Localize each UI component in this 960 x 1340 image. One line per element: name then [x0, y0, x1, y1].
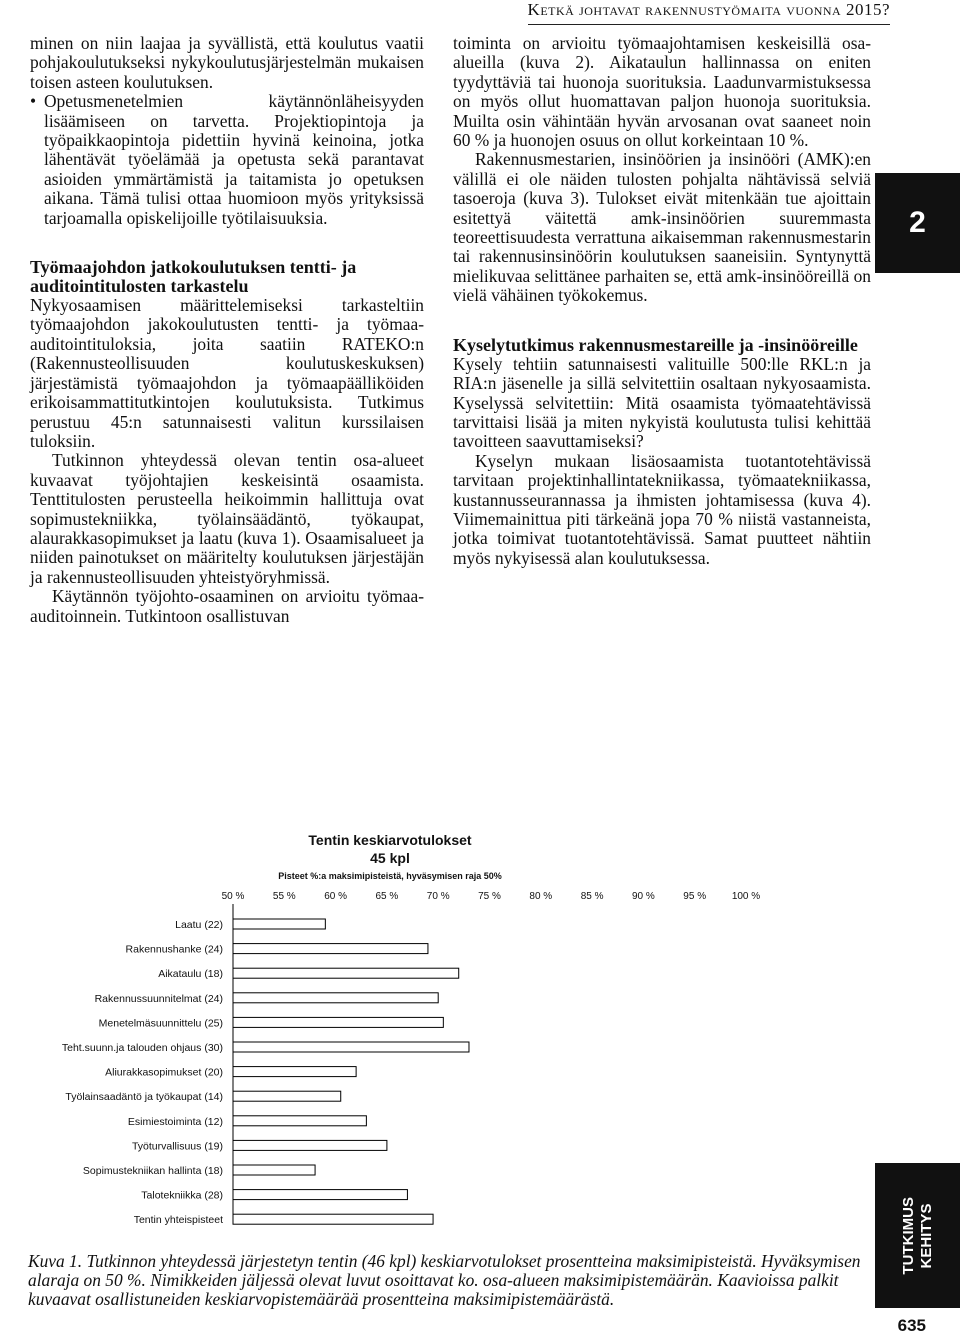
- x-tick-label: 85 %: [580, 891, 604, 902]
- x-tick-label: 80 %: [529, 891, 553, 902]
- bar: [233, 968, 459, 978]
- bar: [233, 1017, 443, 1027]
- bullet-list: [30, 34, 424, 228]
- bar: [233, 993, 438, 1003]
- bullet-continuation: minen on niin laajaa ja syvällistä, että koulutus vaatii pohjakoulutukseksi nykykoulutusjärjestelmän mukaisen toisen asteen koulutuksen.: [30, 33, 424, 92]
- category-label: Talotekniikka (28): [141, 1189, 223, 1202]
- x-tick-label: 95 %: [683, 891, 707, 902]
- bar: [233, 1116, 366, 1126]
- section-heading-survey: Kyselytutkimus rakennusmestareille ja -insinööreille: [453, 334, 858, 355]
- bullet-item: [30, 92, 424, 228]
- bar: [233, 1042, 469, 1052]
- chart-title: Tentin keskiarvotulokset: [308, 832, 472, 848]
- category-label: Aliurakkasopimukset (20): [105, 1066, 223, 1079]
- x-tick-label: 100 %: [731, 891, 761, 902]
- bar: [233, 1140, 387, 1150]
- category-label: Laatu (22): [175, 919, 223, 931]
- bar: [233, 1190, 407, 1200]
- paragraph: Kysely tehtiin satunnaisesti valituille 500:lle RKL:n ja RIA:n jäsenelle ja sillä selvitettiin osaltaan nykyosaamista. Kyselyssä selvitettiin: Mitä osaamista työmaatehtävissä tarvittaisi lisää ja miten nykyistä koulutusta tulisi kehittää tavoitteen saavuttamiseksi?: [453, 353, 871, 452]
- side-tab-line1: TUTKIMUS: [899, 1196, 917, 1275]
- bar: [233, 1165, 315, 1175]
- right-column: [453, 34, 871, 568]
- x-tick-label: 70 %: [426, 891, 450, 902]
- side-tab-line2: KEHITYS: [917, 1203, 935, 1269]
- bar: [233, 1214, 433, 1224]
- x-tick-label: 65 %: [375, 891, 399, 902]
- category-label: Aikataulu (18): [158, 968, 223, 981]
- paragraph: Tutkinnon yhteydessä olevan tentin osa-alueet kuvaavat työjohtajien keskeisintä osaamista. Tenttitulosten perusteella heikoimmin hallittuja ovat sopimustekniikka, työlainsäädäntö, työkaupat, alaurakkasopimukset ja laatu (kuva 1). Osaamisalueet ja niiden painotukset on määritelty koulutuksen järjestäjän ja rakennusteollisuuden yhteistyöryhmissä.: [30, 450, 424, 587]
- bar-chart-svg: [0, 828, 960, 1238]
- bar: [233, 1091, 341, 1101]
- chart-title-line2: 45 kpl: [370, 850, 410, 866]
- bar: [233, 1067, 356, 1077]
- paragraph: toiminta on arvioitu työmaajohtamisen keskeisillä osa-alueilla (kuva 2). Aikataulun hallinnassa on eniten tyydyttäviä tai huonoja suorituksia. Laadunvarmistuksessa on myös ollut huomattavan paljon huonoja suorituksia. Muilta osin vähintään hyvän arvosanan ovat saaneet noin 60 % ja huonojen osuus on ollut korkeintaan 10 %.: [453, 33, 871, 151]
- paragraph: Kyselyn mukaan lisäosaamista tuotantotehtävissä tarvitaan projektinhallintatekniikassa, työmaatekniikassa, kustannusseurannassa ja ihmisten johtamisessa (kuva 4). Viimemainittua piti tärkeänä jopa 70 % niistä vastanneista, jotka toimivat tuotantotehtävissä. Samat puutteet nähtiin myös nykyisessä alan koulutuksessa.: [453, 450, 871, 568]
- side-tab-text: [900, 1197, 936, 1275]
- figure-caption: Kuva 1. Tutkinnon yhteydessä järjestetyn tentin (46 kpl) keskiarvotulokset prosentteina maksimipisteistä. Hyväksymisen alaraja on 50 %. Nimikkeiden jäljessä olevat luvut osoittavat ko. osa-alueen maksimipistemäärän. Kaavioissa palkit kuvaavat osallistuneiden keskiarvopistemäärää prosentteina maksimipistemäärästä.: [28, 1251, 861, 1309]
- left-column: [30, 34, 424, 626]
- x-tick-label: 75 %: [478, 891, 501, 902]
- category-label: Tentin yhteispisteet: [133, 1214, 223, 1227]
- x-tick-label: 90 %: [632, 891, 655, 902]
- x-tick-label: 55 %: [272, 891, 296, 902]
- category-label: Menetelmäsuunnittelu (25): [98, 1017, 223, 1030]
- x-tick-label: 50 %: [221, 891, 245, 902]
- page-number: 635: [897, 1316, 926, 1335]
- category-label: Teht.suunn.ja talouden ohjaus (30): [61, 1042, 223, 1054]
- x-tick-label: 60 %: [324, 891, 347, 902]
- chapter-number-box: 2: [875, 173, 960, 273]
- side-tab: [875, 1163, 960, 1308]
- paragraph: Nykyosaamisen määrittelemiseksi tarkasteltiin työmaajohdon jakokoulutusten tentti- ja työmaa-auditointituloksia, joita saatiin RATEKO:n (Rakennusteollisuuden koulutuskeskuksen) järjestämistä työmaajohdon ja työmaapäälliköiden erikoisammattitutkintojen koulutuksista. Tutkimus perustuu 45:n satunnaisesti valitun kurssilaisen tuloksiin.: [30, 295, 424, 451]
- paragraph: Rakennusmestarien, insinöörien ja insinööri (AMK):en välillä ei ole näiden tulosten pohjalta nähtävissä selviä tasoeroja (kuva 3). Tulokset eivät mitenkään tue ajoittain esitettyä väitettä amk-insinöörien suuremmasta teoreettisuudesta verrattuna aikaisemman rakennusmestarin tai rakennusinsinöörin koulutuksen saaneisiin. Syntynyttä mielikuvaa selittänee parhaiten se, että amk-insinööreillä on vielä vähäinen työkokemus.: [453, 149, 871, 306]
- chart-subtitle: Pisteet %:a maksimipisteistä, hyväsymisen raja 50%: [278, 871, 502, 881]
- category-label: Rakennussuunnitelmat (24): [94, 992, 223, 1005]
- bullet-item-lead: Opetusmenetelmien käytännönläheisyyden lisäämiseen on tarvetta.: [44, 91, 424, 131]
- category-label: Työturvallisuus (19): [131, 1140, 223, 1153]
- bar: [233, 944, 428, 954]
- category-label: Työlainsaadäntö ja työkaupat (14): [65, 1091, 223, 1104]
- paragraph: Käytännön työjohto-osaaminen on arvioitu työmaa-auditoinnein. Tutkintoon osallistuvan: [30, 586, 424, 626]
- category-label: Sopimustekniikan hallinta (18): [82, 1165, 223, 1177]
- section-heading-exam-results: Työmaajohdon jatkokoulutuksen tentti- ja auditointitulosten tarkastelu: [30, 257, 357, 297]
- figure-1-chart: [0, 828, 960, 1238]
- bar: [233, 919, 325, 929]
- category-label: Esimiestoiminta (12): [127, 1115, 223, 1128]
- bullet-item-continuation: Projektiopintoja ja työpaikkaopintoja pidettiin hyvinä keinoina, jotka lähentävät työelämää ja opetusta sekä parantavat asioiden ymmärtämistä ja taitamista jo opetuksen aikana. Tämä tulisi ottaa huomioon myös yrityksissä tarjoamalla opiskelijoille työtilaisuuksia.: [44, 110, 424, 228]
- running-header: Ketkä johtavat rakennustyömaita vuonna 2015?: [528, 0, 890, 25]
- category-label: Rakennushanke (24): [125, 943, 223, 956]
